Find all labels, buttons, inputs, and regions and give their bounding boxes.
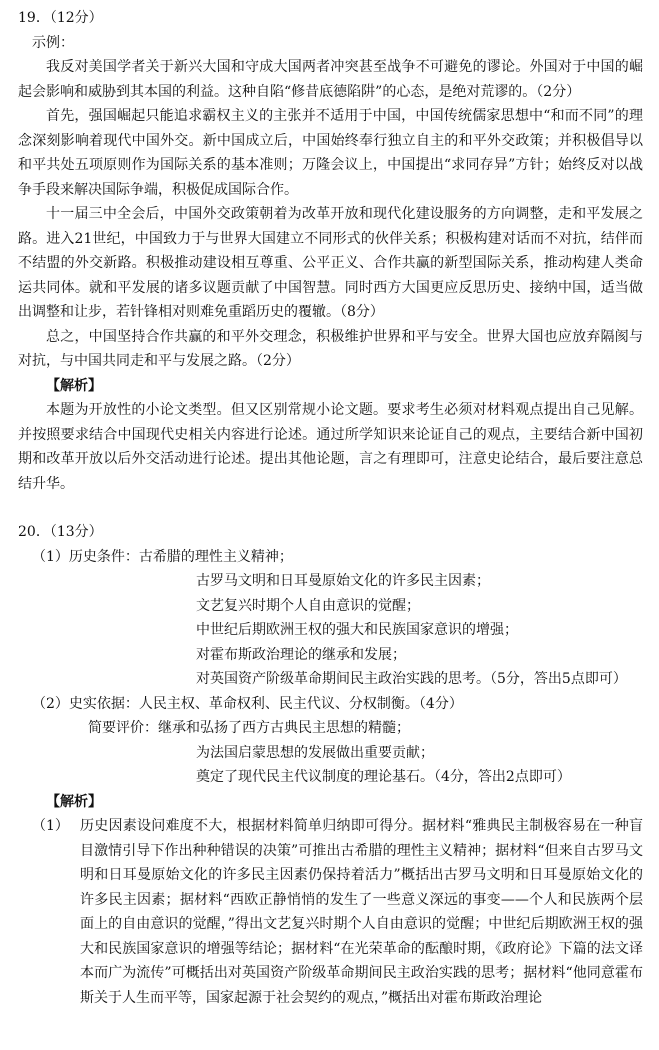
- q20-condition-4: 中世纪后期欧洲王权的强大和民族国家意识的增强；: [196, 622, 518, 638]
- q19-header: 19．（12分）: [18, 10, 103, 26]
- q20-evidence: 人民主权、革命权利、民主代议、分权制衡。（4分）: [138, 695, 463, 712]
- q20-evaluation-2: 为法国启蒙思想的发展做出重要贡献；: [196, 744, 434, 761]
- q19-analysis-label: 【解析】: [46, 377, 102, 394]
- q20-analysis-item-1: [18, 814, 643, 1010]
- q20-evaluations-list: [196, 741, 643, 790]
- q20-conditions-list: [196, 569, 643, 692]
- q20-part1: [18, 545, 643, 692]
- q19-paragraph-1: 我反对美国学者关于新兴大国和守成大国两者冲突甚至战争不可避免的谬论。外国对于中国的崛起会影响和威胁到其本国的利益。这种自陷“修昔底德陷阱”的心态，是绝对荒谬的。（2分）: [18, 59, 643, 100]
- q20-eval-label: 简要评价：: [88, 720, 158, 736]
- q20-condition-6: 对英国资产阶级革命期间民主政治实践的思考。（5分，答出5点即可）: [196, 671, 627, 687]
- q20-analysis-text: 历史因素设问难度不大，根据材料简单归纳即可得分。据材料“雅典民主制极容易在一种盲目激情引导下作出种种错误的决策”可推出古希腊的理性主义精神；据材料“但来自古罗马文明和日耳曼原始文化的许多民主因素仍保持着活力”概括出古罗马文明和日耳曼原始文化的许多民主因素；据材料“西欧正静悄悄的发生了一些意义深远的事变——个人和民族两个层面上的自由意识的觉醒，”得出文艺复兴时期个人自由意识的觉醒；中世纪后期欧洲王权的强大和民族国家意识的增强等结论；据材料“在光荣革命的酝酿时期，《政府论》下篇的法文译本而广为流传”可概括出对英国资产阶级革命期间民主政治实践的思考；据材料“他同意霍布斯关于人生而平等，国家起源于社会契约的观点，”概括出对霍布斯政治理论: [80, 818, 643, 1006]
- q20-header: 20．（13分）: [18, 524, 103, 540]
- q20-condition-3: 文艺复兴时期个人自由意识的觉醒；: [196, 597, 420, 614]
- q19-analysis-text: 本题为开放性的小论文类型。但又区别常规小论文题。要求考生必须对材料观点提出自己见解。并按照要求结合中国现代史相关内容进行论述。通过所学知识来论证自己的观点，主要结合新中国初期和改革开放以后外交活动进行论述。提出其他论题，言之有理即可，注意史论结合，最后要注意总结升华。: [18, 402, 643, 492]
- q20-analysis-label: 【解析】: [46, 793, 102, 810]
- q20-evaluation-3: 奠定了现代民主代议制度的理论基石。（4分，答出2点即可）: [196, 769, 571, 785]
- question-19: [18, 6, 643, 496]
- q19-example-label: 示例：: [32, 34, 74, 51]
- q20-condition-2: 古罗马文明和日耳曼原始文化的许多民主因素；: [196, 573, 490, 589]
- q20-analysis-number: （1）: [32, 818, 69, 834]
- section-gap: [18, 496, 643, 520]
- q20-condition-5: 对霍布斯政治理论的继承和发展；: [196, 646, 406, 663]
- q20-part2: [18, 692, 643, 790]
- q20-part2-label: （2）史实依据：: [32, 695, 139, 712]
- q19-paragraph-2: 首先，强国崛起只能追求霸权主义的主张并不适用于中国，中国传统儒家思想中“和而不同”的理念深刻影响着现代中国外交。新中国成立后，中国始终奉行独立自主的和平外交政策；并积极倡导以和平共处五项原则作为国际关系的基本准则；万隆会议上，中国提出“求同存异”方针；始终反对以战争手段来解决国际争端，积极促成国际合作。: [18, 108, 643, 198]
- document-page: [18, 6, 643, 1010]
- q20-part1-label: （1）历史条件：: [32, 548, 139, 565]
- q20-condition-1: 古希腊的理性主义精神；: [138, 548, 293, 565]
- q19-paragraph-4: 总之，中国坚持合作共赢的和平外交理念，积极维护世界和平与安全。世界大国也应放弃隔阂与对抗，与中国共同走和平与发展之路。（2分）: [18, 328, 643, 369]
- q20-evaluation-1: 继承和弘扬了西方古典民主思想的精髓；: [158, 720, 410, 736]
- question-20: [18, 520, 643, 1010]
- q19-paragraph-3: 十一届三中全会后，中国外交政策朝着为改革开放和现代化建设服务的方向调整，走和平发展之路。进入21世纪，中国致力于与世界大国建立不同形式的伙伴关系；积极构建对话而不对抗，结伴而不结盟的外交新路。积极推动建设相互尊重、公平正义、合作共赢的新型国际关系，推动构建人类命运共同体。就和平发展的诸多议题贡献了中国智慧。同时西方大国更应反思历史、接纳中国，适当做出调整和让步，若针锋相对则难免重蹈历史的覆辙。（8分）: [18, 206, 643, 320]
